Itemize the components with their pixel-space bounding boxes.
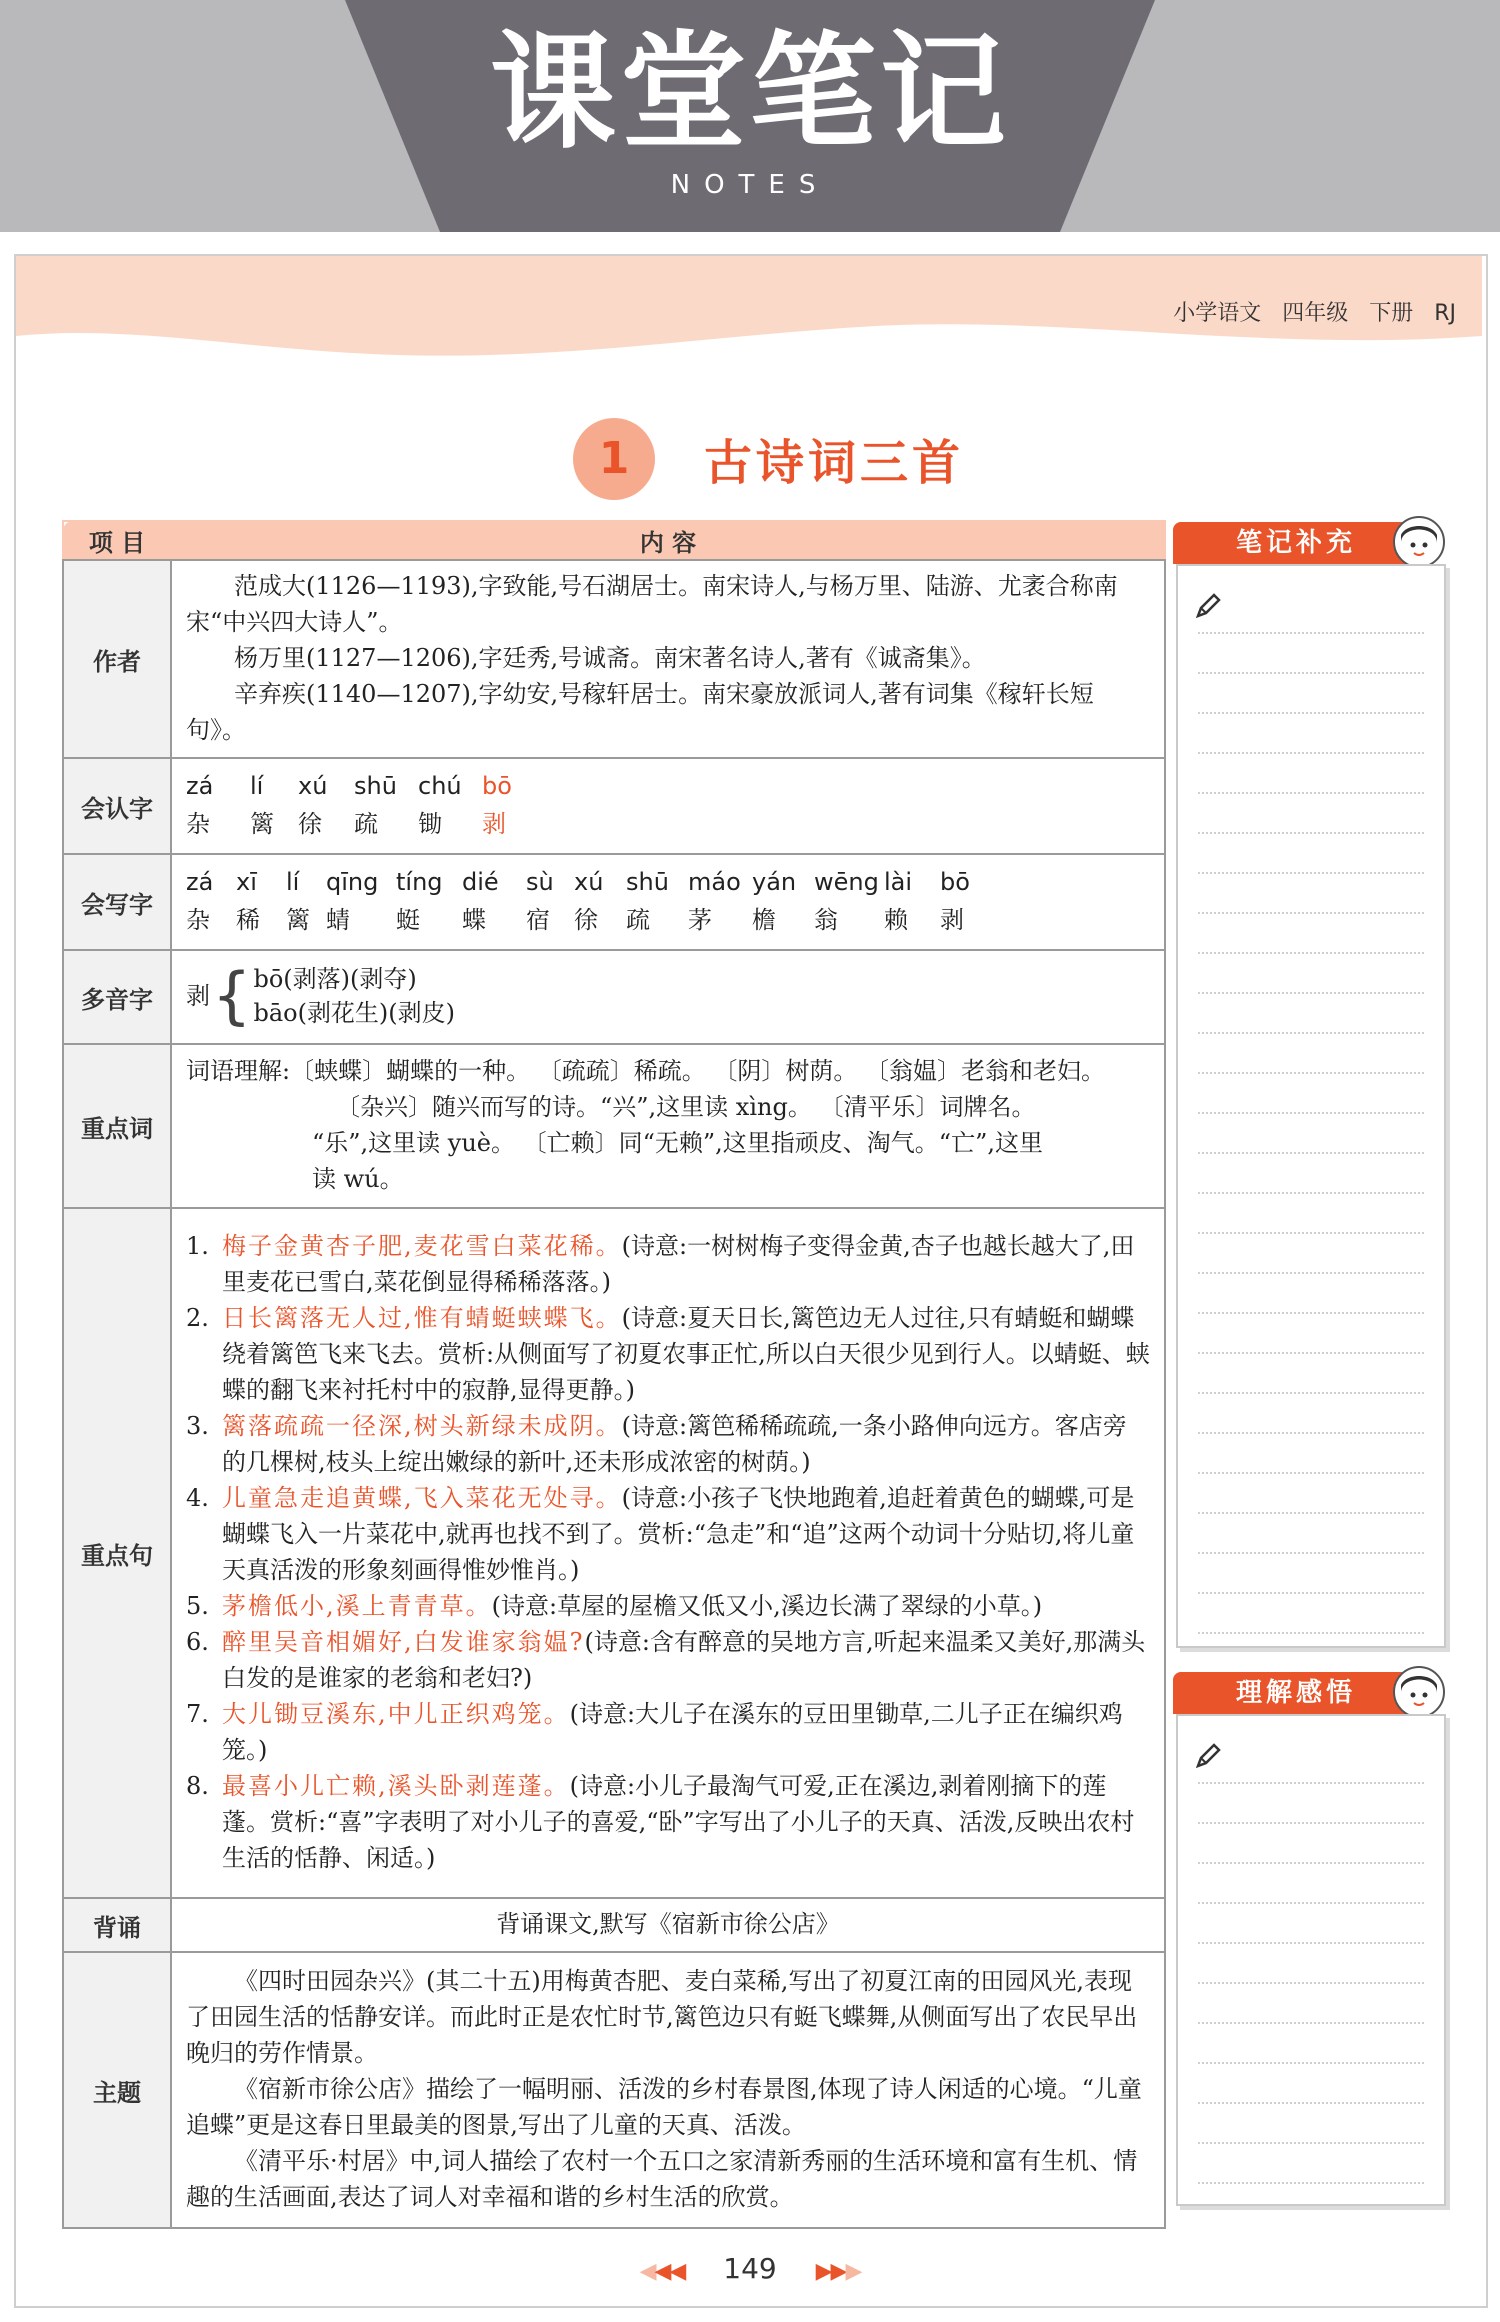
pinyin: xú xyxy=(574,868,604,896)
label-key-sentences: 重点句 xyxy=(63,1208,171,1898)
note-line xyxy=(1198,1272,1424,1274)
sentence-note: (诗意:草屋的屋檐又低又小,溪边长满了翠绿的小草。) xyxy=(491,1592,1043,1620)
polyphonic-readings xyxy=(253,962,455,1030)
label-recognize: 会认字 xyxy=(63,758,171,854)
char: 徐 xyxy=(574,906,598,934)
sentence-quote: 日长篱落无人过,惟有蜻蜓蛱蝶飞。 xyxy=(222,1304,622,1332)
note-line xyxy=(1198,1782,1424,1784)
understanding-box[interactable] xyxy=(1176,1714,1446,2206)
note-line xyxy=(1198,1352,1424,1354)
key-sentence xyxy=(186,1768,1150,1876)
note-line xyxy=(1198,1862,1424,1864)
key-sentence xyxy=(186,1408,1150,1480)
table-header-row xyxy=(63,521,1165,560)
note-line xyxy=(1198,1822,1424,1824)
header-item: 项 目 xyxy=(63,521,171,560)
note-line xyxy=(1198,1632,1424,1634)
pinyin: yán xyxy=(752,868,797,896)
note-line xyxy=(1198,1312,1424,1314)
row-theme xyxy=(63,1952,1165,2228)
note-line xyxy=(1198,1592,1424,1594)
sentence-quote: 醉里吴音相媚好,白发谁家翁媪? xyxy=(222,1628,585,1656)
sentence-note: (诗意:一树树梅子变得金黄,杏子也越长越大了,田里麦花已雪白,菜花倒显得稀稀落落。) xyxy=(222,1232,1135,1296)
write-pinyin-row xyxy=(186,863,1150,901)
pinyin: máo xyxy=(688,868,741,896)
sentence-quote: 大儿锄豆溪东,中儿正织鸡笼。 xyxy=(222,1700,570,1728)
char: 蝶 xyxy=(462,906,486,934)
sentence-quote: 篱落疏疏一径深,树头新绿未成阴。 xyxy=(222,1412,622,1440)
polyphonic-char: 剥 xyxy=(186,982,210,1010)
note-line xyxy=(1198,832,1424,834)
row-polyphonic xyxy=(63,950,1165,1044)
row-key-sentences xyxy=(63,1208,1165,1898)
page-number: 149 xyxy=(723,2252,777,2285)
girl-avatar-icon xyxy=(1392,1665,1446,1719)
note-line xyxy=(1198,1392,1424,1394)
sentence-number: 2. xyxy=(186,1304,209,1332)
char: 蜻 xyxy=(326,906,350,934)
sentence-note: (诗意:夏天日长,篱笆边无人过往,只有蜻蜓和蝴蝶绕着篱笆飞来飞去。赏析:从侧面写了初夏农事正忙,所以白天很少见到行人。以蜻蜓、蛱蝶的翻飞来衬托村中的寂静,显得更静。) xyxy=(222,1304,1150,1404)
content-write xyxy=(171,854,1165,950)
header-content: 内 容 xyxy=(171,521,1165,560)
pinyin: bō xyxy=(482,772,512,800)
pinyin: qīng xyxy=(326,868,379,896)
note-line xyxy=(1198,992,1424,994)
note-line xyxy=(1198,672,1424,674)
notes-supplement-box[interactable] xyxy=(1176,564,1446,1648)
pinyin: dié xyxy=(462,868,499,896)
key-sentence xyxy=(186,1480,1150,1588)
recognize-char-row xyxy=(186,805,1150,843)
sentence-number: 5. xyxy=(186,1592,209,1620)
notes-table xyxy=(62,520,1166,2229)
note-line xyxy=(1198,2182,1424,2184)
arrow-left-icon[interactable]: ◀ xyxy=(639,2259,655,2284)
pinyin: lí xyxy=(286,868,300,896)
char: 剥 xyxy=(940,906,964,934)
theme-line: 《四时田园杂兴》(其二十五)用梅黄杏肥、麦白菜稀,写出了初夏江南的田园风光,表现了田园生活的恬静安详。而此时正是农忙时节,篱笆边只有蜓飞蝶舞,从侧面写出了农民早出晚归的劳作情景。 xyxy=(186,1967,1138,2067)
sentence-number: 1. xyxy=(186,1232,209,1260)
note-line xyxy=(1198,1902,1424,1904)
note-line xyxy=(1198,792,1424,794)
pinyin: lài xyxy=(884,868,913,896)
sentence-note: (诗意:含有醉意的吴地方言,听起来温柔又美好,那满头白发的是谁家的老翁和老妇?) xyxy=(222,1628,1146,1692)
key-word-line: 词语理解:〔蛱蝶〕蝴蝶的一种。 〔疏疏〕稀疏。 〔阴〕树荫。 〔翁媪〕老翁和老妇。 xyxy=(186,1057,1105,1085)
pinyin: bō xyxy=(940,868,970,896)
char: 稀 xyxy=(236,906,260,934)
label-polyphonic: 多音字 xyxy=(63,950,171,1044)
note-line xyxy=(1198,912,1424,914)
label-write: 会写字 xyxy=(63,854,171,950)
note-line xyxy=(1198,1472,1424,1474)
recognize-pinyin-row xyxy=(186,767,1150,805)
brace-icon: { xyxy=(212,959,252,1032)
note-line xyxy=(1198,2102,1424,2104)
char: 赖 xyxy=(884,906,908,934)
pinyin: lí xyxy=(250,772,264,800)
row-key-words xyxy=(63,1044,1165,1208)
char: 锄 xyxy=(418,810,442,838)
author-line: 辛弃疾(1140—1207),字幼安,号稼轩居士。南宋豪放派词人,著有词集《稼轩长短句》。 xyxy=(186,680,1094,744)
note-line xyxy=(1198,872,1424,874)
note-line xyxy=(1198,1942,1424,1944)
char: 疏 xyxy=(354,810,378,838)
char: 茅 xyxy=(688,906,712,934)
note-line xyxy=(1198,1232,1424,1234)
understanding-tab: 理解感悟 xyxy=(1173,1672,1419,1714)
girl-avatar-icon xyxy=(1392,515,1446,569)
content-author xyxy=(171,560,1165,758)
sentence-number: 4. xyxy=(186,1484,209,1512)
author-line: 范成大(1126—1193),字致能,号石湖居士。南宋诗人,与杨万里、陆游、尤袤合称南宋“中兴四大诗人”。 xyxy=(186,572,1118,636)
sentence-quote: 儿童急走追黄蝶,飞入菜花无处寻。 xyxy=(222,1484,622,1512)
arrow-right-icon[interactable]: ▶ xyxy=(845,2259,861,2284)
author-line: 杨万里(1127—1206),字廷秀,号诚斋。南宋著名诗人,著有《诚斋集》。 xyxy=(234,644,986,672)
pinyin: zá xyxy=(186,868,214,896)
note-line xyxy=(1198,1552,1424,1554)
polyphonic-group xyxy=(186,959,1150,1032)
content-key-words xyxy=(171,1044,1165,1208)
grade-line: 小学语文 四年级 下册 RJ xyxy=(1173,301,1456,326)
char: 疏 xyxy=(626,906,650,934)
key-word-line: 读 wú。 xyxy=(312,1165,404,1193)
note-line xyxy=(1198,1982,1424,1984)
row-author xyxy=(63,560,1165,758)
char: 宿 xyxy=(526,906,550,934)
pager xyxy=(0,2252,1500,2285)
char: 篱 xyxy=(250,810,274,838)
pinyin: chú xyxy=(418,772,462,800)
row-recognize xyxy=(63,758,1165,854)
pencil-icon xyxy=(1192,590,1224,622)
sentence-note: (诗意:篱笆稀稀疏疏,一条小路伸向远方。客店旁的几棵树,枝头上绽出嫩绿的新叶,还未形成浓密的树荫。) xyxy=(222,1412,1127,1476)
pinyin: xī xyxy=(236,868,257,896)
note-line xyxy=(1198,1112,1424,1114)
content-polyphonic xyxy=(171,950,1165,1044)
note-line xyxy=(1198,712,1424,714)
char: 篱 xyxy=(286,906,310,934)
note-line xyxy=(1198,2062,1424,2064)
char: 剥 xyxy=(482,810,506,838)
reading: bāo(剥花生)(剥皮) xyxy=(253,999,456,1027)
sentence-number: 3. xyxy=(186,1412,209,1440)
header-title: 课堂笔记 xyxy=(490,19,1010,166)
theme-line: 《清平乐·村居》中,词人描绘了农村一个五口之家清新秀丽的生活环境和富有生机、情趣的生活画面,表达了词人对幸福和谐的乡村生活的欣赏。 xyxy=(186,2147,1138,2211)
lesson-title: 古诗词三首 xyxy=(704,435,965,491)
note-line xyxy=(1198,1432,1424,1434)
sentence-number: 6. xyxy=(186,1628,209,1656)
note-line xyxy=(1198,1032,1424,1034)
content-theme xyxy=(171,1952,1165,2228)
note-line xyxy=(1198,2022,1424,2024)
arrow-left-icon[interactable]: ◀◀ xyxy=(654,2259,685,2284)
key-sentence xyxy=(186,1228,1150,1300)
label-recite: 背诵 xyxy=(63,1898,171,1952)
sentence-quote: 最喜小儿亡赖,溪头卧剥莲蓬。 xyxy=(222,1772,570,1800)
lesson-number: 1 xyxy=(573,418,655,500)
note-line xyxy=(1198,752,1424,754)
note-line xyxy=(1198,1072,1424,1074)
note-line xyxy=(1198,632,1424,634)
char: 杂 xyxy=(186,810,210,838)
note-line xyxy=(1198,1512,1424,1514)
header-subtitle: NOTES xyxy=(670,170,830,200)
char: 翁 xyxy=(814,906,838,934)
content-recognize xyxy=(171,758,1165,854)
note-line xyxy=(1198,952,1424,954)
pinyin: wēng xyxy=(814,868,879,896)
pinyin: shū xyxy=(626,868,669,896)
theme-line: 《宿新市徐公店》描绘了一幅明丽、活泼的乡村春景图,体现了诗人闲适的心境。“儿童追蝶”更是这春日里最美的图景,写出了儿童的天真、活泼。 xyxy=(186,2075,1142,2139)
reading: bō(剥落)(剥夺) xyxy=(253,965,417,993)
key-sentence xyxy=(186,1300,1150,1408)
note-line xyxy=(1198,1152,1424,1154)
char: 蜓 xyxy=(396,906,420,934)
row-write xyxy=(63,854,1165,950)
label-key-words: 重点词 xyxy=(63,1044,171,1208)
sentence-number: 8. xyxy=(186,1772,209,1800)
content-key-sentences xyxy=(171,1208,1165,1898)
key-word-line: 〔杂兴〕随兴而写的诗。“兴”,这里读 xìng。 〔清平乐〕词牌名。 xyxy=(336,1093,1036,1121)
pinyin: sù xyxy=(526,868,554,896)
header-band xyxy=(0,0,1500,232)
note-line xyxy=(1198,1192,1424,1194)
sentence-note: (诗意:大儿子在溪东的豆田里锄草,二儿子正在编织鸡笼。) xyxy=(222,1700,1123,1764)
char: 徐 xyxy=(298,810,322,838)
pinyin: shū xyxy=(354,772,397,800)
sentence-note: (诗意:小孩子飞快地跑着,追赶着黄色的蝴蝶,可是蝴蝶飞入一片菜花中,就再也找不到了。赏析:“急走”和“追”这两个动词十分贴切,将儿童天真活泼的形象刻画得惟妙惟肖。) xyxy=(222,1484,1135,1584)
label-author: 作者 xyxy=(63,560,171,758)
write-char-row xyxy=(186,901,1150,939)
sentence-quote: 梅子金黄杏子肥,麦花雪白菜花稀。 xyxy=(222,1232,622,1260)
notes-supplement-tab: 笔记补充 xyxy=(1173,522,1419,564)
char: 杂 xyxy=(186,906,210,934)
content-recite: 背诵课文,默写《宿新市徐公店》 xyxy=(171,1898,1165,1952)
key-sentence xyxy=(186,1624,1150,1696)
sentence-note: (诗意:小儿子最淘气可爱,正在溪边,剥着刚摘下的莲蓬。赏析:“喜”字表明了对小儿子的喜爱,“卧”字写出了小儿子的天真、活泼,反映出农村生活的恬静、闲适。) xyxy=(222,1772,1135,1872)
char: 檐 xyxy=(752,906,776,934)
note-line xyxy=(1198,2142,1424,2144)
pinyin: xú xyxy=(298,772,328,800)
pinyin: tíng xyxy=(396,868,443,896)
sentence-number: 7. xyxy=(186,1700,209,1728)
key-sentence xyxy=(186,1696,1150,1768)
arrow-right-icon[interactable]: ▶▶ xyxy=(815,2259,846,2284)
key-word-line: “乐”,这里读 yuè。 〔亡赖〕同“无赖”,这里指顽皮、淘气。“亡”,这里 xyxy=(312,1129,1043,1157)
key-sentence xyxy=(186,1588,1150,1624)
row-recite xyxy=(63,1898,1165,1952)
sentence-quote: 茅檐低小,溪上青青草。 xyxy=(222,1592,492,1620)
pencil-icon xyxy=(1192,1740,1224,1772)
pinyin: zá xyxy=(186,772,214,800)
label-theme: 主题 xyxy=(63,1952,171,2228)
